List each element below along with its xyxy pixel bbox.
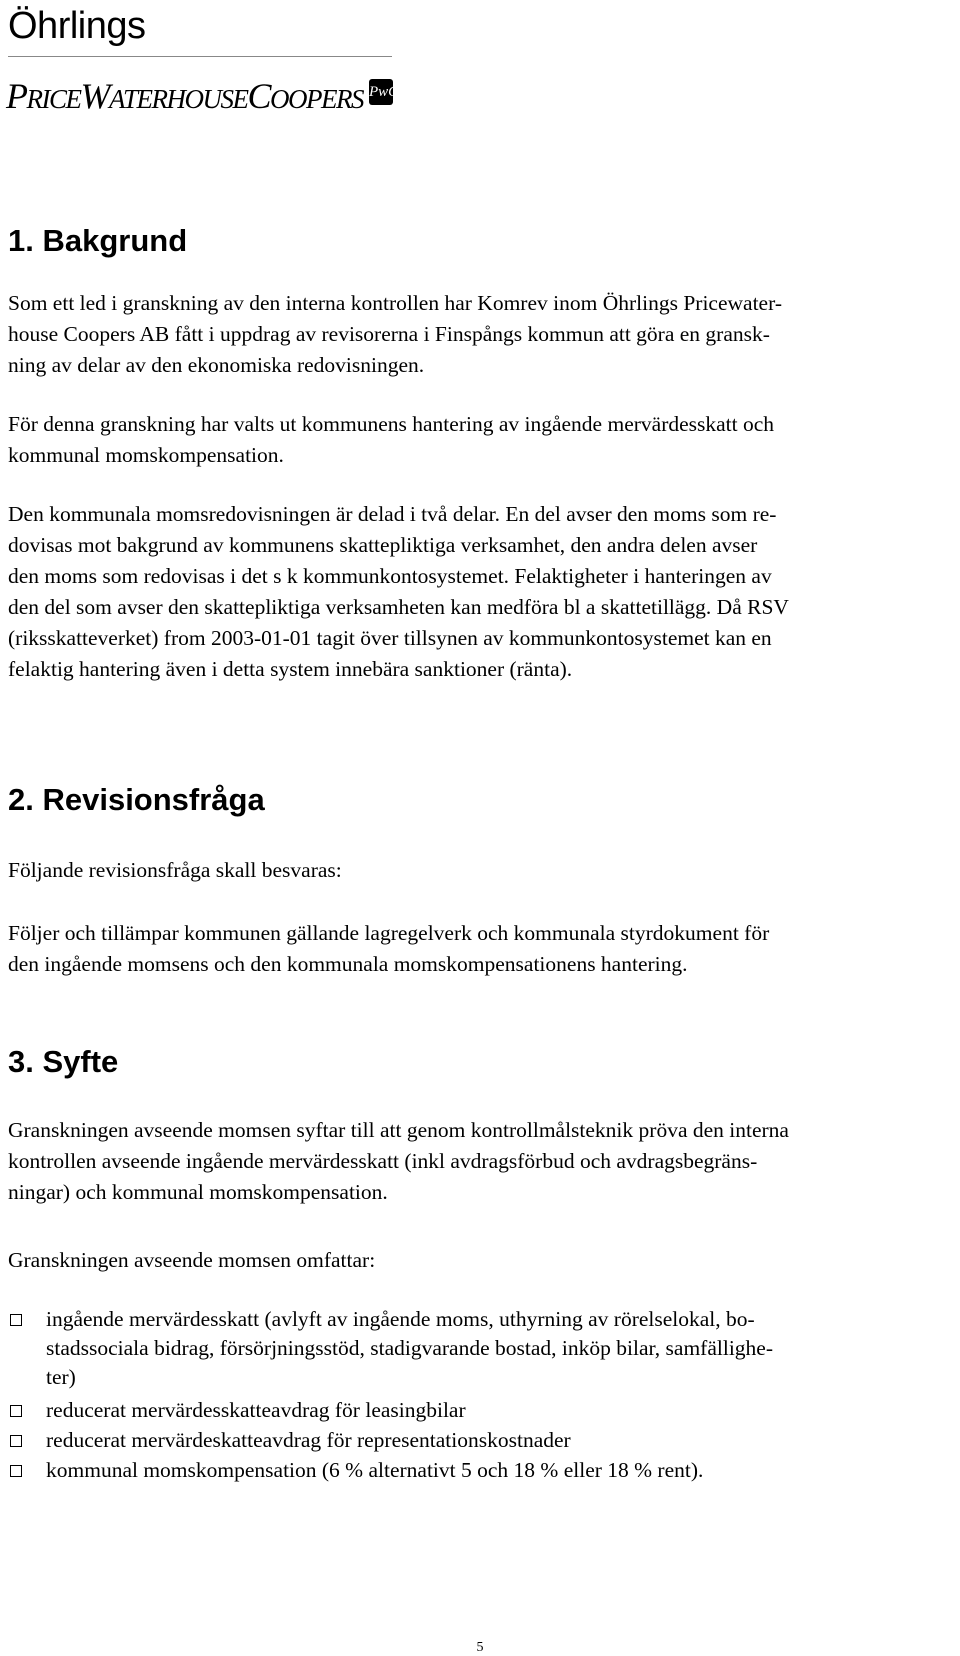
paragraph-syfte-2: Granskningen avseende momsen omfattar: [8,1248,376,1272]
paragraph-bakgrund-3: Den kommunala momsredovisningen är delad i två delar. En del avser den moms som re- dovisas mot bakgrund av kommunens skattepliktiga verksamhet, den andra delen avser den moms som redovisas i det s k kommunkontosystemet. Felaktigheter i hanteringen av den del som avser den skattepliktiga verksamheten kan medföra bl a skattetillägg. Då RSV (riksskatteverket) from 2003-01-01 tagit över tillsynen av kommunkontosystemet kan en felaktig hantering även i detta system innebära sanktioner (ränta). [8,502,789,681]
paragraph-revisionsfraga-1: Följande revisionsfråga skall besvaras: [8,858,342,882]
checkbox-bullet-icon [10,1435,22,1447]
ohrlings-logo-text: Öhrlings [8,5,146,47]
heading-revisionsfraga: 2. Revisionsfråga [8,782,265,817]
checkbox-bullet-icon [10,1314,22,1326]
list-item: kommunal momskompensation (6 % alternativt 5 och 18 % eller 18 % rent). [46,1458,704,1482]
logo-divider [8,56,392,57]
checkbox-bullet-icon [10,1465,22,1477]
heading-syfte: 3. Syfte [8,1044,119,1079]
list-item: reducerat mervärdeskatteavdrag för representationskostnader [46,1428,571,1452]
checkbox-bullet-icon [10,1405,22,1417]
pwc-logo: PRICEWATERHOUSECOOPERS [6,76,363,116]
paragraph-syfte-1: Granskningen avseende momsen syftar till att genom kontrollmålsteknik pröva den interna kontrollen avseende ingående mervärdesskatt (inkl avdragsförbud och avdragsbegräns- ningar) och kommunal momskompensation. [8,1118,789,1204]
paragraph-bakgrund-2: För denna granskning har valts ut kommunens hantering av ingående mervärdesskatt och kommunal momskompensation. [8,412,775,467]
page-number: 5 [476,1640,484,1655]
pwc-mark-icon: PwC [369,79,393,105]
paragraph-revisionsfraga-2: Följer och tillämpar kommunen gällande lagregelverk och kommunala styrdokument för den ingående momsens och den kommunala momskompensationens hantering. [8,921,770,976]
paragraph-bakgrund-1: Som ett led i granskning av den interna kontrollen har Komrev inom Öhrlings Pricewater- house Coopers AB fått i uppdrag av revisorerna i Finspångs kommun att göra en gransk- ning av delar av den ekonomiska redovisningen. [8,291,782,377]
list-item: reducerat mervärdesskatteavdrag för leasingbilar [46,1398,466,1422]
heading-bakgrund: 1. Bakgrund [8,223,188,258]
list-item: ingående mervärdesskatt (avlyft av ingående moms, uthyrning av rörelselokal, bo- stadssociala bidrag, försörjningsstöd, stadigvarande bostad, inköp bilar, samfällighe- ter) [46,1307,773,1389]
